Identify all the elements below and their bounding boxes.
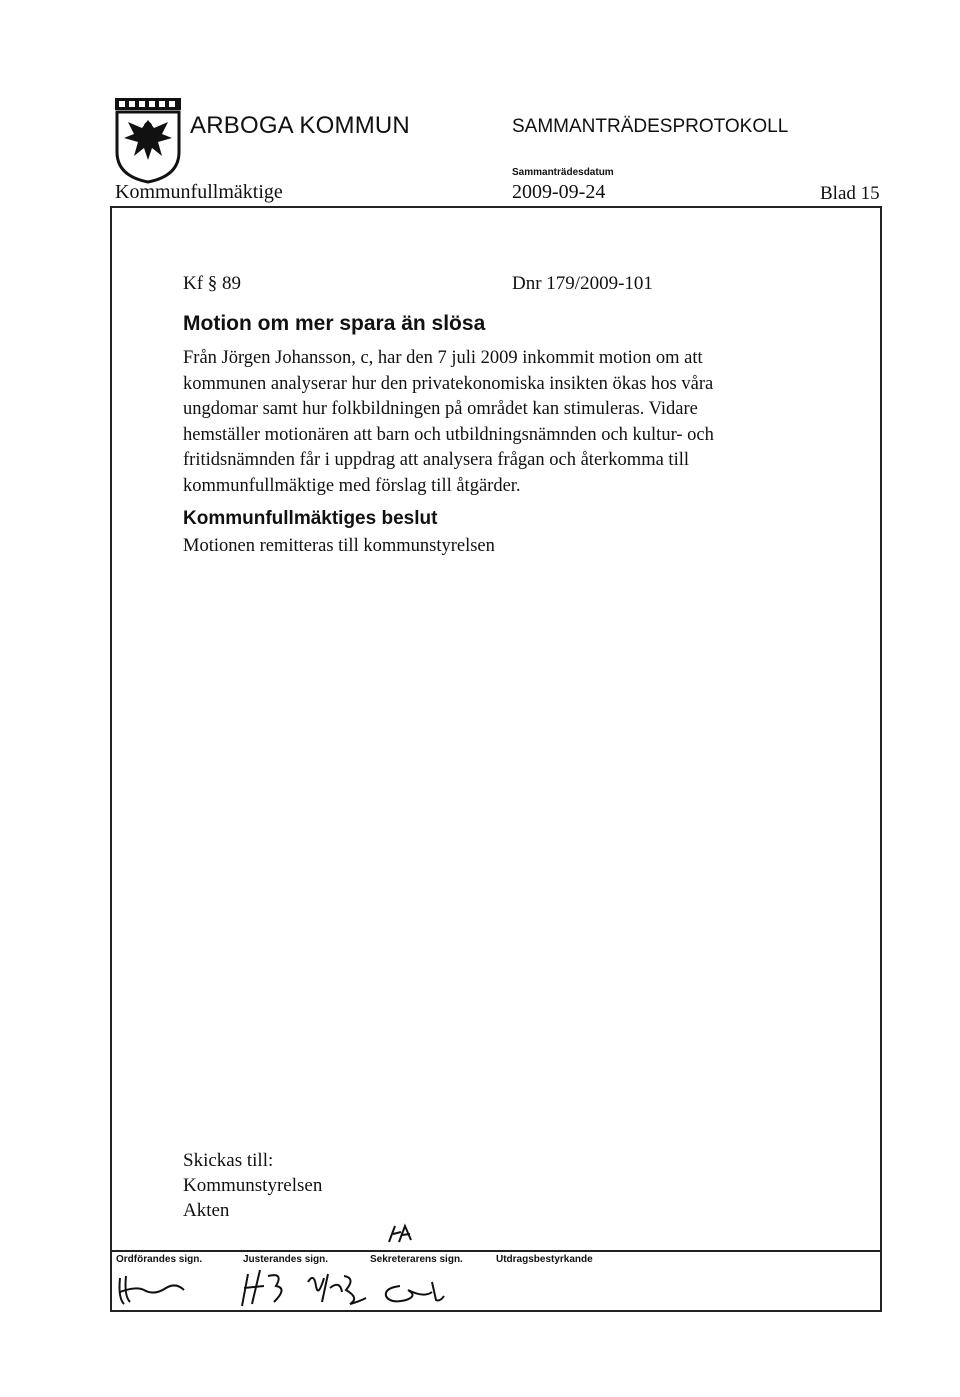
- send-to-recipient: Kommunstyrelsen: [183, 1175, 323, 1196]
- decision-heading: Kommunfullmäktiges beslut: [183, 508, 438, 529]
- municipal-crest-logo: [113, 96, 183, 184]
- diary-number: Dnr 179/2009-101: [512, 273, 653, 294]
- send-to-block: [183, 1148, 322, 1223]
- secretary-signature-label: Sekreterarens sign.: [370, 1254, 463, 1265]
- document-heading: Motion om mer spara än slösa: [183, 312, 486, 335]
- chair-signature-label: Ordförandes sign.: [116, 1254, 203, 1265]
- adjusters-signature-label: Justerandes sign.: [243, 1254, 329, 1265]
- meeting-date: 2009-09-24: [512, 181, 606, 203]
- section-number: Kf § 89: [183, 273, 242, 294]
- excerpt-certification-label: Utdragsbestyrkande: [496, 1254, 593, 1265]
- frame-top-rule: [110, 206, 882, 208]
- decision-text: Motionen remitteras till kommunstyrelsen: [183, 536, 495, 556]
- page-number: Blad 15: [820, 183, 880, 204]
- date-caption: Sammanträdesdatum: [512, 167, 614, 178]
- send-to-recipient: Akten: [183, 1200, 230, 1221]
- chair-signature: [114, 1270, 194, 1310]
- body-line: Från Jörgen Johansson, c, har den 7 juli 2009 inkommit motion om att: [183, 348, 703, 368]
- body-line: kommunen analyserar hur den privatekonomiska insikten ökas hos våra: [183, 373, 714, 394]
- body-line: ungdomar samt hur folkbildningen på området kan stimuleras. Vidare: [183, 399, 698, 419]
- document-type: SAMMANTRÄDESPROTOKOLL: [512, 116, 789, 137]
- frame-right-rule: [880, 206, 882, 1312]
- signature-divider: [110, 1250, 882, 1252]
- organization-name: ARBOGA KOMMUN: [190, 112, 410, 139]
- send-to-label: Skickas till:: [183, 1150, 274, 1171]
- body-line: hemställer motionären att barn och utbildningsnämnden och kultur- och: [183, 424, 714, 445]
- body-line: fritidsnämnden får i uppdrag att analysera frågan och återkomma till: [183, 450, 689, 470]
- assembly-name: Kommunfullmäktige: [115, 181, 283, 203]
- body-text: [183, 346, 803, 499]
- adjuster-signature-1: [238, 1266, 298, 1310]
- frame-bottom-rule: [110, 1310, 882, 1312]
- secretary-signature: [378, 1278, 448, 1308]
- handwritten-initial-mark: [385, 1222, 419, 1246]
- frame-left-rule: [110, 206, 112, 1312]
- body-line: kommunfullmäktige med förslag till åtgärder.: [183, 475, 521, 496]
- adjuster-signature-2: [300, 1268, 370, 1308]
